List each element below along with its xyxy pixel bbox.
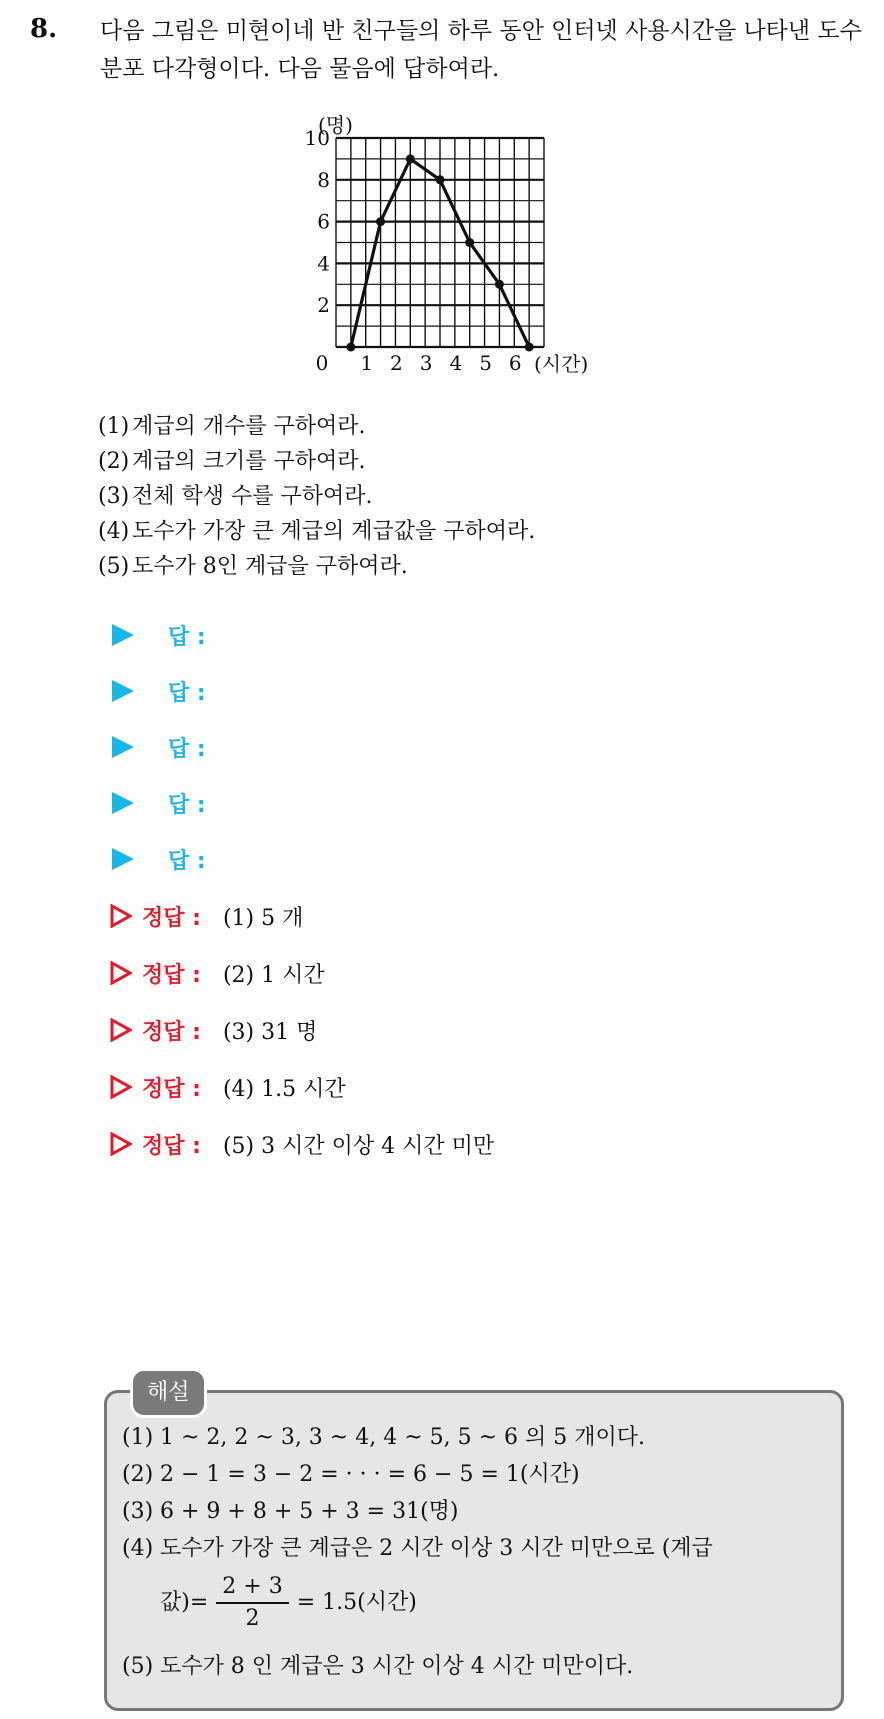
sub-question-text: 도수가 8인 계급을 구하여라.	[132, 554, 408, 579]
answer-field-1[interactable]	[112, 620, 206, 650]
play-triangle-icon	[112, 680, 134, 702]
data-point	[376, 217, 385, 226]
answer-key-5	[110, 1128, 494, 1160]
answer-field-3[interactable]	[112, 732, 206, 762]
explanation-text: 도수가 8 인 계급은 3 시간 이상 4 시간 미만이다.	[160, 1654, 634, 1679]
data-point	[525, 343, 534, 352]
answer-key-2	[110, 957, 325, 989]
answer-field-4[interactable]	[112, 788, 206, 818]
key-value: (1) 5 개	[222, 905, 304, 931]
explanation-text: = 1.5(시간)	[296, 1590, 417, 1615]
y-tick-label: 2	[317, 293, 330, 318]
fraction	[216, 1572, 288, 1634]
answer-field-2[interactable]	[112, 676, 206, 706]
answer-label: 답 :	[168, 624, 206, 650]
answer-key-1	[110, 900, 303, 932]
x-axis-label: (시간)	[534, 352, 589, 376]
explanation-number: (1)	[122, 1425, 154, 1450]
answer-label: 답 :	[168, 848, 206, 874]
outline-triangle-icon	[110, 1018, 132, 1042]
key-value: (4) 1.5 시간	[222, 1076, 346, 1102]
x-tick-label: 6	[508, 351, 522, 375]
explanation-line-3	[122, 1497, 459, 1527]
data-point	[406, 154, 415, 163]
outline-triangle-icon	[110, 961, 132, 985]
play-triangle-icon	[112, 624, 134, 646]
chart-svg	[304, 113, 650, 418]
x-tick-label: 2	[390, 351, 403, 375]
fraction-numerator: 2 + 3	[216, 1572, 288, 1604]
sub-question-number: (4)	[98, 519, 130, 544]
sub-question-number: (3)	[98, 484, 130, 509]
outline-triangle-icon	[110, 1075, 132, 1099]
answer-key-4	[110, 1071, 346, 1103]
play-triangle-icon	[112, 792, 134, 814]
data-point	[495, 280, 504, 289]
sub-question-3	[98, 482, 373, 512]
answer-label: 답 :	[168, 736, 206, 762]
x-tick-label: 5	[479, 351, 492, 375]
sub-question-text: 계급의 크기를 구하여라.	[132, 449, 366, 474]
explanation-line-5	[122, 1652, 633, 1682]
sub-question-2	[98, 447, 366, 477]
data-point	[465, 238, 474, 247]
explanation-text: 6 + 9 + 8 + 5 + 3 = 31(명)	[160, 1499, 459, 1524]
outline-triangle-icon	[110, 904, 132, 928]
explanation-number: (5)	[122, 1654, 154, 1679]
sub-question-text: 전체 학생 수를 구하여라.	[132, 484, 373, 509]
explanation-text: 도수가 가장 큰 계급은 2 시간 이상 3 시간 미만으로 (계급	[160, 1536, 713, 1561]
explanation-number: (2)	[122, 1462, 154, 1487]
y-tick-label: 6	[317, 209, 330, 234]
explanation-line-1	[122, 1423, 645, 1453]
answer-key-3	[110, 1014, 317, 1046]
sub-question-number: (5)	[98, 554, 130, 579]
key-value: (2) 1 시간	[222, 962, 325, 988]
y-tick-label: 10	[304, 126, 330, 150]
sub-question-number: (2)	[98, 449, 130, 474]
key-label: 정답 :	[142, 1076, 201, 1102]
frequency-polygon-chart	[304, 113, 650, 418]
x-tick-label: 0	[315, 351, 329, 375]
x-tick-label: 3	[419, 351, 433, 375]
key-label: 정답 :	[142, 1133, 201, 1159]
key-label: 정답 :	[142, 905, 201, 931]
answer-label: 답 :	[168, 792, 206, 818]
explanation-line-4	[122, 1534, 713, 1564]
x-tick-label: 1	[360, 351, 374, 375]
key-value: (5) 3 시간 이상 4 시간 미만	[222, 1133, 495, 1159]
key-label: 정답 :	[142, 1019, 201, 1045]
data-point	[436, 175, 445, 184]
question-number: 8.	[30, 14, 58, 44]
y-tick-label: 4	[317, 251, 330, 276]
y-axis-label: (명)	[318, 113, 353, 137]
sub-question-1	[98, 412, 366, 442]
play-triangle-icon	[112, 736, 134, 758]
play-triangle-icon	[112, 848, 134, 870]
sub-question-5	[98, 552, 408, 582]
key-value: (3) 31 명	[222, 1019, 318, 1045]
explanation-text: 1 ~ 2, 2 ~ 3, 3 ~ 4, 4 ~ 5, 5 ~ 6 의 5 개이다.	[160, 1425, 645, 1450]
outline-triangle-icon	[110, 1132, 132, 1156]
sub-question-number: (1)	[98, 414, 130, 439]
key-label: 정답 :	[142, 962, 201, 988]
sub-question-4	[98, 517, 535, 547]
data-point	[346, 343, 355, 352]
explanation-text: 값)=	[160, 1590, 209, 1615]
question-text: 다음 그림은 미현이네 반 친구들의 하루 동안 인터넷 사용시간을 나타낸 도수분포 다각형이다. 다음 물음에 답하여라.	[100, 18, 862, 82]
explanation-number: (3)	[122, 1499, 154, 1524]
explanation-line-4b	[160, 1572, 417, 1634]
sub-question-text: 계급의 개수를 구하여라.	[132, 414, 366, 439]
answer-field-5[interactable]	[112, 844, 206, 874]
answer-label: 답 :	[168, 680, 206, 706]
sub-question-text: 도수가 가장 큰 계급의 계급값을 구하여라.	[132, 519, 536, 544]
explanation-number: (4)	[122, 1536, 154, 1561]
explanation-text: 2 − 1 = 3 − 2 = · · · = 6 − 5 = 1(시간)	[160, 1462, 580, 1487]
explanation-line-2	[122, 1460, 580, 1490]
fraction-denominator: 2	[245, 1606, 260, 1631]
y-tick-label: 8	[317, 167, 330, 192]
explanation-tag: 해설	[130, 1368, 207, 1418]
x-tick-label: 4	[449, 351, 463, 375]
